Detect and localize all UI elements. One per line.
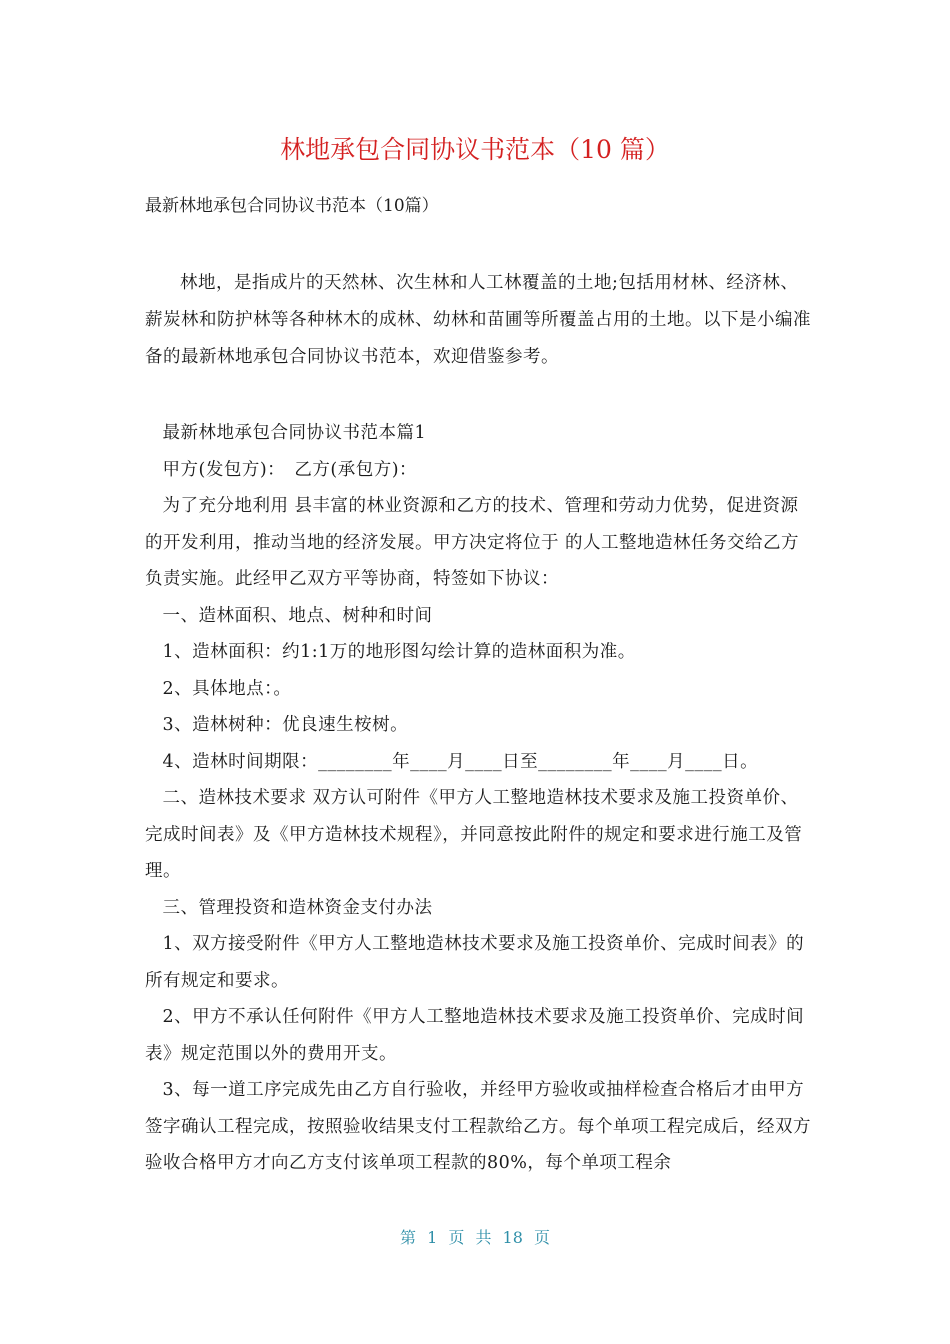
document-subtitle: 最新林地承包合同协议书范本（10篇） bbox=[145, 196, 439, 216]
preamble-paragraph: 为了充分地利用 县丰富的林业资源和乙方的技术、管理和劳动力优势，促进资源的开发利用，推动当地的经济发展。甲方决定将位于 的人工整地造林任务交给乙方负责实施。此经甲乙双方平等协商，特签如下协议： bbox=[145, 496, 800, 589]
clause-heading: 二、造林技术要求 双方认可附件《甲方人工整地造林技术要求及施工投资单价、完成时间表》及《甲方造林技术规程》，并同意按此附件的规定和要求进行施工及管理。 bbox=[145, 788, 803, 881]
contract-body bbox=[145, 415, 815, 1182]
clause-item: 4、造林时间期限：________年____月____日至________年____月____日。 bbox=[162, 751, 759, 772]
clause-item: 3、每一道工序完成先由乙方自行验收，并经甲方验收或抽样检查合格后才由甲方签字确认工程完成，按照验收结果支付工程款给乙方。每个单项工程完成后，经双方验收合格甲方才向乙方支付该单项工程款的80%，每个单项工程余 bbox=[145, 1080, 811, 1173]
parties-line: 甲方(发包方)： 乙方(承包方)： bbox=[162, 459, 418, 480]
clause-item: 3、造林树种：优良速生桉树。 bbox=[162, 715, 409, 735]
clause-item: 2、具体地点：。 bbox=[162, 678, 292, 699]
clause-item: 1、双方接受附件《甲方人工整地造林技术要求及施工投资单价、完成时间表》的所有规定和要求。 bbox=[145, 934, 805, 991]
clause-heading: 三、管理投资和造林资金支付办法 bbox=[162, 897, 433, 918]
section-heading: 最新林地承包合同协议书范本篇1 bbox=[162, 423, 427, 443]
intro-paragraph: 林地，是指成片的天然林、次生林和人工林覆盖的土地;包括用材林、经济林、薪炭林和防护林等各种林木的成林、幼林和苗圃等所覆盖占用的土地。以下是小编准备的最新林地承包合同协议书范本，欢迎借鉴参考。 bbox=[145, 273, 811, 367]
clause-item: 2、甲方不承认任何附件《甲方人工整地造林技术要求及施工投资单价、完成时间表》规定范围以外的费用开支。 bbox=[145, 1007, 805, 1064]
clause-item: 1、造林面积：约1:1万的地形图勾绘计算的造林面积为准。 bbox=[162, 642, 636, 662]
page-number-footer: 第 1 页 共 18 页 bbox=[400, 1228, 550, 1247]
document-title: 林地承包合同协议书范本（10 篇） bbox=[280, 135, 670, 164]
clause-heading: 一、造林面积、地点、树种和时间 bbox=[162, 605, 433, 626]
